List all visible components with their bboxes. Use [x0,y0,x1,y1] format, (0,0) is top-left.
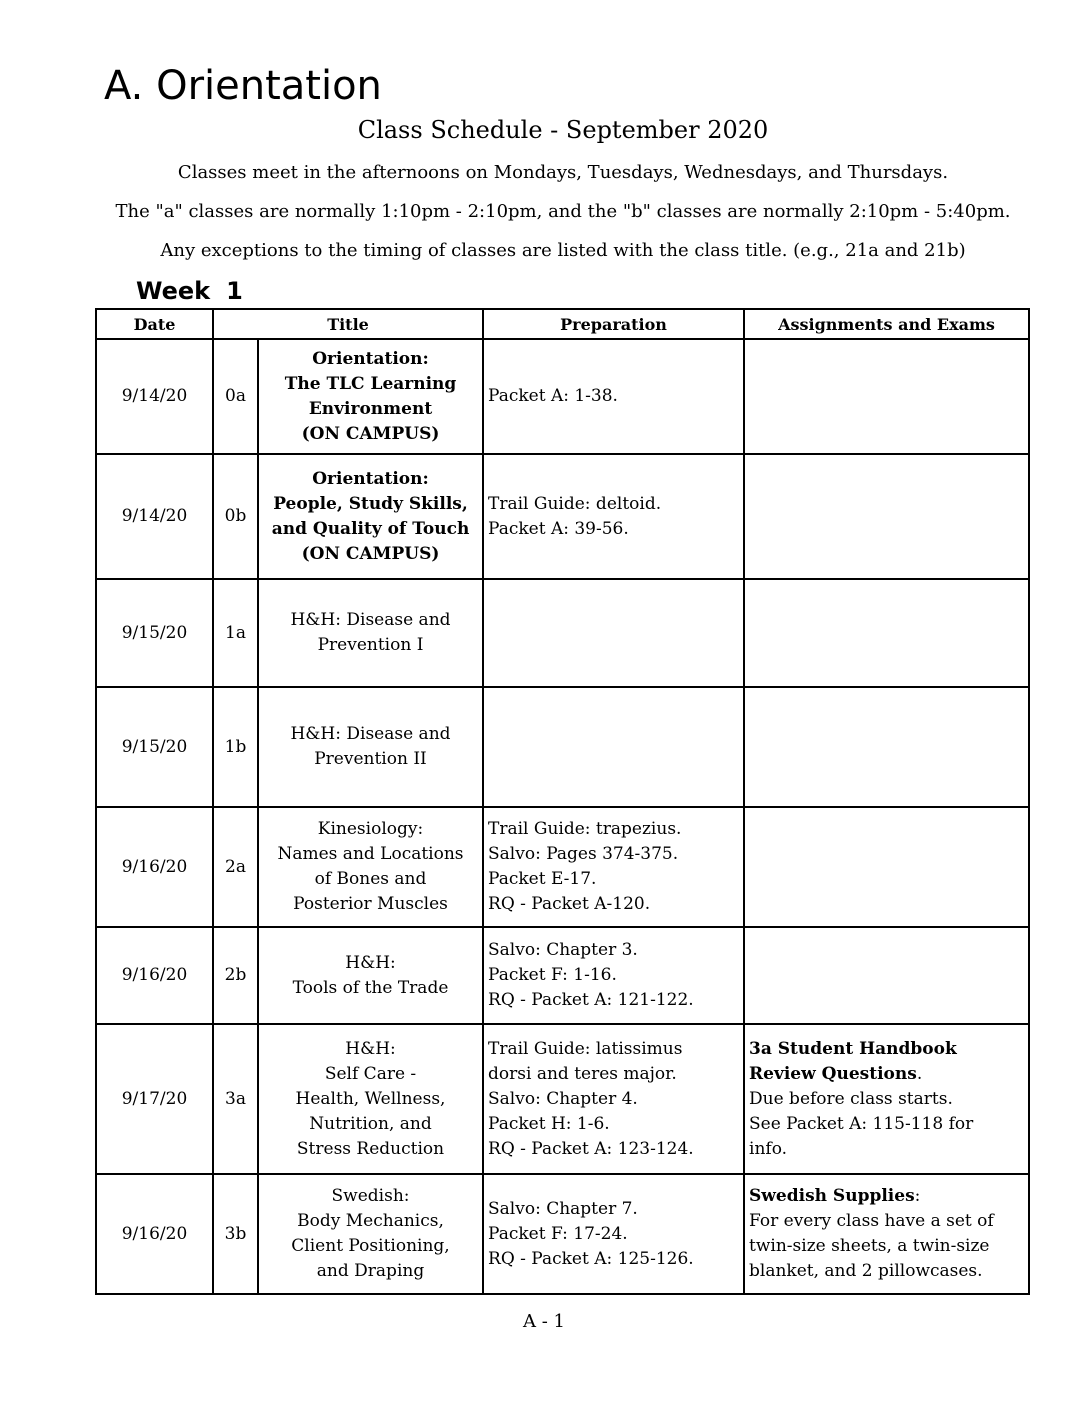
title-line: Nutrition, and [309,1113,432,1134]
assignment-heading-text: Swedish Supplies [749,1186,915,1206]
assignment-heading-punct: . [916,1063,923,1084]
preparation-line: Salvo: Chapter 3. [488,940,638,960]
class-code-cell: 3b [213,1174,258,1294]
title-line: Prevention II [314,749,427,769]
assignment-heading [749,1184,1024,1209]
date-cell: 9/15/20 [96,579,213,687]
title-line: H&H: [345,1038,396,1059]
date-cell: 9/17/20 [96,1024,213,1174]
page-heading: A. Orientation [104,63,382,109]
table-row [96,454,1029,579]
preparation-line: Packet A: 39-56. [488,518,629,539]
title-line: Self Care - [324,1063,417,1084]
preparation-line: Trail Guide: trapezius. [488,819,682,839]
assignment-line: info. [749,1138,788,1159]
title-line: Orientation: [312,348,429,369]
assignment-heading [749,1037,1024,1087]
title-line: Client Positioning, [291,1236,450,1256]
title-cell [258,579,483,687]
week-label-text: Week [136,277,211,305]
preparation-cell [483,1024,744,1174]
schedule-body [96,339,1029,1294]
table-row [96,807,1029,927]
class-code-cell: 0b [213,454,258,579]
table-row [96,1024,1029,1174]
assignment-cell [744,927,1029,1024]
table-header-row [96,309,1029,339]
title-line: Stress Reduction [296,1138,445,1159]
title-line: Names and Locations [277,844,464,864]
title-cell [258,807,483,927]
title-line: (ON CAMPUS) [301,423,440,444]
title-line: and Quality of Touch [271,518,470,539]
class-code-cell: 2a [213,807,258,927]
preparation-line: dorsi and teres major. [488,1063,677,1084]
title-line: Kinesiology: [317,819,424,839]
column-header-preparation: Preparation [483,309,744,339]
preparation-line: Trail Guide: deltoid. [488,493,662,514]
page-number: A - 1 [523,1311,565,1332]
class-code-cell: 1b [213,687,258,807]
schedule-table [95,308,1030,1295]
preparation-line: RQ - Packet A-120. [488,894,651,914]
title-line: Orientation: [312,468,429,489]
date-cell: 9/15/20 [96,687,213,807]
table-row [96,579,1029,687]
title-cell [258,1174,483,1294]
title-line: H&H: Disease and [290,610,451,630]
preparation-line: RQ - Packet A: 123-124. [488,1138,694,1159]
title-line: H&H: [345,952,396,973]
title-line: Environment [308,398,433,419]
preparation-cell [483,339,744,454]
preparation-cell [483,927,744,1024]
date-cell: 9/14/20 [96,454,213,579]
table-row [96,687,1029,807]
class-code-cell: 2b [213,927,258,1024]
intro-line-exceptions: Any exceptions to the timing of classes are listed with the class title. (e.g., 21a and 21b) [160,240,966,261]
assignment-line: See Packet A: 115-118 for [749,1113,974,1134]
title-cell [258,1024,483,1174]
title-line: of Bones and [314,869,427,889]
intro-line-meeting-days: Classes meet in the afternoons on Mondays, Tuesdays, Wednesdays, and Thursdays. [177,162,949,183]
title-line: H&H: Disease and [290,724,451,744]
title-line: and Draping [316,1261,425,1281]
assignment-line: twin-size sheets, a twin-size [749,1236,990,1256]
title-cell [258,687,483,807]
assignment-heading-punct: : [914,1186,921,1206]
date-cell: 9/14/20 [96,339,213,454]
table-row [96,927,1029,1024]
title-line: (ON CAMPUS) [301,543,440,564]
date-cell: 9/16/20 [96,807,213,927]
assignment-cell [744,339,1029,454]
week-number: 1 [226,277,243,305]
assignment-cell [744,579,1029,687]
preparation-line: Packet A: 1-38. [488,386,618,406]
date-cell: 9/16/20 [96,1174,213,1294]
schedule-title: Class Schedule - September 2020 [357,116,769,144]
preparation-line: Packet F: 17-24. [488,1223,628,1244]
assignment-cell [744,1174,1029,1294]
preparation-line: Packet F: 1-16. [488,965,617,985]
preparation-cell [483,454,744,579]
class-code-cell: 3a [213,1024,258,1174]
assignment-cell [744,1024,1029,1174]
preparation-line: Trail Guide: latissimus [488,1038,683,1059]
date-cell: 9/16/20 [96,927,213,1024]
preparation-cell [483,1174,744,1294]
preparation-line: Salvo: Chapter 4. [488,1088,638,1109]
title-line: Swedish: [331,1186,410,1206]
column-header-assignments: Assignments and Exams [744,309,1029,339]
title-line: Posterior Muscles [293,894,448,914]
title-cell [258,339,483,454]
preparation-cell [483,687,744,807]
class-code-cell: 0a [213,339,258,454]
intro-line-class-times: The "a" classes are normally 1:10pm - 2:10pm, and the "b" classes are normally 2:10pm - 5:40pm. [115,201,1011,222]
title-line: Body Mechanics, [297,1211,444,1231]
table-row [96,1174,1029,1294]
preparation-cell [483,807,744,927]
column-header-title: Title [213,309,483,339]
title-cell [258,454,483,579]
assignment-cell [744,454,1029,579]
preparation-line: RQ - Packet A: 125-126. [488,1248,694,1269]
assignment-line: blanket, and 2 pillowcases. [749,1261,983,1281]
column-header-date: Date [96,309,213,339]
preparation-line: Packet E-17. [488,869,597,889]
assignment-line: For every class have a set of [749,1211,994,1231]
table-row [96,339,1029,454]
assignment-cell [744,807,1029,927]
week-label [136,275,243,307]
title-line: The TLC Learning [284,373,457,394]
title-line: Tools of the Trade [292,977,449,998]
title-line: Prevention I [317,635,424,655]
preparation-line: Salvo: Chapter 7. [488,1198,638,1219]
assignment-heading-text: 3a Student Handbook Review Questions [749,1038,957,1084]
preparation-line: Salvo: Pages 374-375. [488,844,679,864]
assignment-cell [744,687,1029,807]
title-cell [258,927,483,1024]
preparation-line: Packet H: 1-6. [488,1113,610,1134]
title-line: Health, Wellness, [295,1088,446,1109]
assignment-line: Due before class starts. [749,1088,953,1109]
preparation-line: RQ - Packet A: 121-122. [488,990,694,1010]
class-code-cell: 1a [213,579,258,687]
title-line: People, Study Skills, [273,493,468,514]
preparation-cell [483,579,744,687]
